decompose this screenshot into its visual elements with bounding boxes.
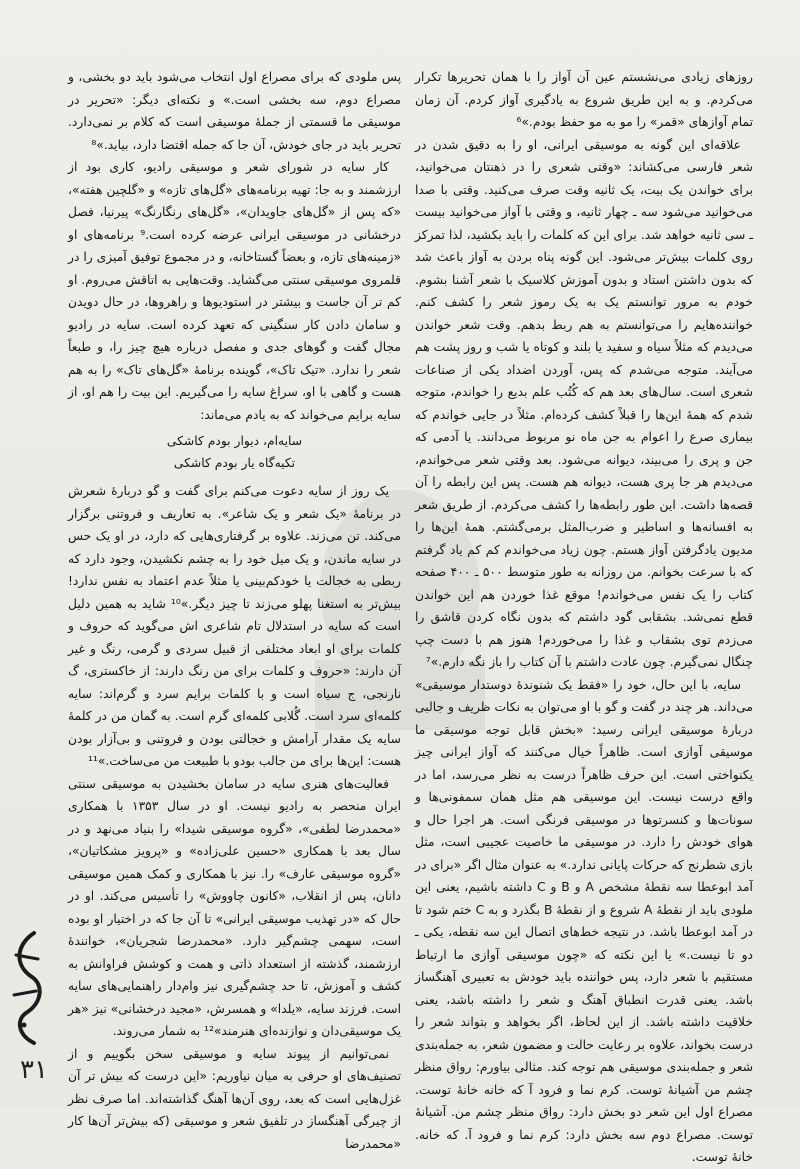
paragraph: یک روز از سایه دعوت می‌کنم برای گفت و گو دربارهٔ شعرش در برنامهٔ «یک شعر و یک شاعر». به تعاریف و فروتنی برگزار می‌کند. تن می‌زند. علاوه بر گرفتاری‌هایی که دارد، در او یک حس در سایه ماندن، و یک میل خود را به چشم نکشیدن، وجود دارد که ربطی به خجالت یا خودکم‌بینی یا مثلاً عدم اعتماد به نفس ندارد! بیش‌تر به استغنا پهلو می‌زند تا چیز دیگر.»¹⁰ شاید به همین دلیل است که سایه در استدلال تام شاعری اش می‌گوید که حروف و کلمات برای او ابعاد مختلفی از قبیل سردی و گرمی، رنگ و غیر آن دارند: «حروف و کلمات برای من رنگ دارند: از خاکستری، گ نارنجی، ج سیاه است و با کلمات برایم سرد و گرم‌اند: سایه کلمه‌ای سرد است. گُلابی کلمه‌ای گرم است. به گمان من در کلمهٔ سایه یک مقدار آرامش و خجالتی بودن و فروتنی و بی‌آزار بودن هست: این‌ها برای من جالب بودو با طبیعت من می‌ساخت.»¹¹: [68, 484, 401, 768]
kerman-magazine-logo: [4, 925, 52, 1050]
page-number: ۳۱: [20, 1055, 48, 1085]
paragraph: فعالیت‌های هنری سایه در سامان بخشیدن به موسیقی سنتی ایران منحصر به رادیو نیست. او در سال ۱۳۵۳ با همکاری «محمدرضا لطفی»، «گروه موسیقی شیدا» را بنیاد می‌نهد و در سال بعد با همکاری «حسین علی‌زاده» و «پرویز مشکاتیان»، «گروه موسیقی عارف» را. نیز با همکاری و کمک همین موسیقی دانان، پس از انقلاب، «کانون چاووش» را تأسیس می‌کند. او در حال که «در تهذیب موسیقی ایرانی» تا آن جا که در اختیار او بوده است، سهمی چشم‌گیر دارد. «محمدرضا شجریان»، خوانندهٔ ارزشمند، گذشته از استعداد ذاتی و همت و کوشش فراوانش به کشف و آموزش، تا حد چشم‌گیری نیز وام‌دار راهنمایی‌های سایه است. فرزند سایه، «یلدا» و همسرش، «مجید درخشانی» نیز «هر یک موسیقی‌دان و نوازنده‌ای هنرمند»¹² به شمار می‌روند.: [68, 776, 401, 1038]
right-text-column: [415, 66, 753, 1169]
paragraph: روزهای زیادی می‌نشستم عین آن آواز را با همان تحریرها تکرار می‌کردم. و به این طریق شروع به یادگیری آواز کردم. آن زمان تمام آوازهای «قمر» را مو به مو حفظ بودم.»⁶: [415, 70, 753, 129]
paragraph: علاقه‌ای این گونه به موسیقی ایرانی، او را به دقیق شدن در شعر فارسی می‌کشاند: «وقتی شعری را در ذهنتان می‌خوانید، برای خواندن یک بیت، یک ثانیه وقت صرف می‌کنید. وقتی با صدا می‌خوانید می‌شود سه ـ چهار ثانیه، و وقتی با آواز می‌خوانید بیست ـ سی ثانیه خواهد شد. برای این که کلمات را باید بکشید، لذا تمرکز روی کلمات بیش‌تر می‌شود. این گونه پناه بردن به آواز باعث شد که بدون داشتن استاد و بدون آموزش کلاسیک با شعر آشنا بشوم. خودم به مرور توانستم یک به یک رموز شعر را کشف کنم. خواننده‌هایم را می‌توانستم به هم ربط بدهم. وقت شعر خواندن می‌دیدم که مثلاً سیاه و سفید یا بلند و کوتاه یا شب و روز پشت هم می‌آیند. متوجه می‌شدم که پس، آوردن اضداد یکی از صناعات شعری است. سال‌های بعد هم که کُتُب علم بدیع را خواندم، متوجه شدم که همهٔ این‌ها را قبلاً کشف کرده‌ام. مثلاً در جایی خواندم که بیماری صرع را اعوام به جن ماه نو مربوط می‌دانند. یا آدمی که جن و پری را می‌بیند، دیوانه می‌شود. بعد وقتی شعر می‌خواندم، می‌دیدم هر جا پری هست، دیوانه هم هست. پس این رابطه را آن قصه‌ها داشت. این طور رابطه‌ها را کشف می‌کردم. از طریق شعر به افسانه‌ها و اساطیر و ضرب‌المثل برمی‌گشتم. همهٔ این‌ها را مدیون یادگرفتن آواز هستم. چون زیاد می‌خواندم کم کم یاد گرفتم که با سرعت بخوانم. من روزانه به طور متوسط ۵۰۰ ـ ۴۰۰ صفحه کتاب را یک نفس می‌خواندم! موقع غذا خوردن هم این خواندن قطع نمی‌شد. بشقابی گود داشتم که بدون نگاه کردن قاشق را می‌زدم توی بشقاب و غذا را می‌خوردم! هنوز هم با دست چپ چنگال نمی‌گیرم. چون عادت داشتم با آن کتاب را باز نگه دارم.»⁷: [415, 137, 754, 669]
paragraph: نمی‌توانیم از پیوند سایه و موسیقی سخن بگوییم و از تصنیف‌های او حرفی به میان نیاوریم: «این درست که بیش تر آن غزل‌هایی است که بعد، روی آن‌ها آهنگ گذاشته‌اند. اما صرف نظر از چیرگی آهنگساز در تلفیق شعر و موسیقی (که بیش‌تر آن‌ها کار «محمدرضا: [68, 1046, 401, 1151]
paragraph: پس ملودی که برای مصراع اول انتخاب می‌شود باید دو بخشی، و مصراع دوم، سه بخشی است.» و نکته‌ای دیگر: «تحریر در موسیقی ما قسمتی از جملهٔ موسیقی است که کلام بر نمی‌دارد. تحریر باید در جای خودش، آن جا که جمله اقتضا دارد، بیاید.»⁸: [68, 70, 401, 152]
paragraph: سایه، با این حال، خود را «فقط یک شنوندهٔ دوستدار موسیقی» می‌داند. هر چند در گفت و گو با او می‌توان به نکات ظریف و جالبی دربارهٔ موسیقی ایرانی رسید: «بخش قابل توجه موسیقی ما موسیقی آوازی است. ظاهراً خیال می‌کنند که آواز ایرانی چیز یکنواختی است. این حرف ظاهراً درست به نظر می‌رسد، اما در واقع درست نیست. این موسیقی هم مثل همان سمفونی‌ها و سونات‌ها و کنسرتوها در موسیقی فرنگی است. هر اجرا حال و هوای خودش را دارد. در موسیقی ما خاصیت عجیبی است، مثل بازی شطرنج که حرکات پایانی ندارد.» به عنوان مثال اگر «برای در آمد ابوعطا سه نقطهٔ مشخص A و B و C داشته باشیم، یعنی این ملودی باید از نقطهٔ A شروع و از نقطهٔ B بگذرد و به C ختم شود تا در آمد ابوعطا باشد. در نتیجه خط‌های اتصال این سه نقطه، یکی ـ دو تا نیست.» یا این نکته که «چون موسیقی آوازی ما ارتباط مستقیم با شعر دارد، پس خواننده باید خودش به تعبیری آهنگساز باشد. یعنی قدرت انطباق آهنگ و شعر را داشته باشد، یعنی خلاقیت داشته باشد. از این لحاظ، اگر بخواهد و بتواند شعر را درست بخواند، علاوه بر رعایت حالت و مضمون شعر، به جمله‌بندی شعر و جمله‌بندی موسیقی هم توجه کند. مثالی بیاورم: رواق منظر چشم من آشیانهٔ توست. کرم نما و فرود آ که خانه خانهٔ توست. مصراع اول این شعر دو بخش دارد: رواق منظر چشم من. آشیانهٔ توست. مصراع دوم سه بخش دارد: کرم نما و فرود آ. که خانه. خانهٔ توست.: [415, 677, 754, 1164]
left-text-column: [68, 66, 401, 1155]
paragraph: کار سایه در شورای شعر و موسیقی رادیو، کاری بود از ارزشمند و به جا: تهیه برنامه‌های «گل‌های تازه» و «گلچین هفته»، «که پس از «گل‌های جاویدان»، «گل‌های رنگارنگ» پیرنیا، فصل درخشانی در موسیقی ایرانی عرضه کرده است.⁹ برنامه‌های او «زمینه‌های تازه، و بعضاً گستاخانه، و در مجموع توفیق آمیزی را در قلمروی موسیقی سنتی می‌گشاید. وقت‌هایی به اتاقش می‌روم. او کم تر آن جاست و بیشتر در استودیوها و راهروها، در حال دویدن و سامان دادن کار سنگینی که تعهد کرده است. سایه در رادیو مجال گفت و گوهای جدی و مفصل درباره هیچ چیز را، و طبعاً شعر را ندارد. «تیک تاک»، گوینده برنامهٔ «گل‌های تاک» را به هم هست و گاهی با او، سراغ سایه را می‌گیریم. این بیت را هم او، از سایه برایم می‌خواند که به یادم می‌ماند:: [68, 160, 401, 422]
poem-verse: [68, 430, 401, 474]
verse-line: تکیه‌گاه یار بودم کاشکی: [173, 456, 296, 470]
verse-line: سایه‌ام، دیوار بودم کاشکی: [166, 434, 303, 448]
